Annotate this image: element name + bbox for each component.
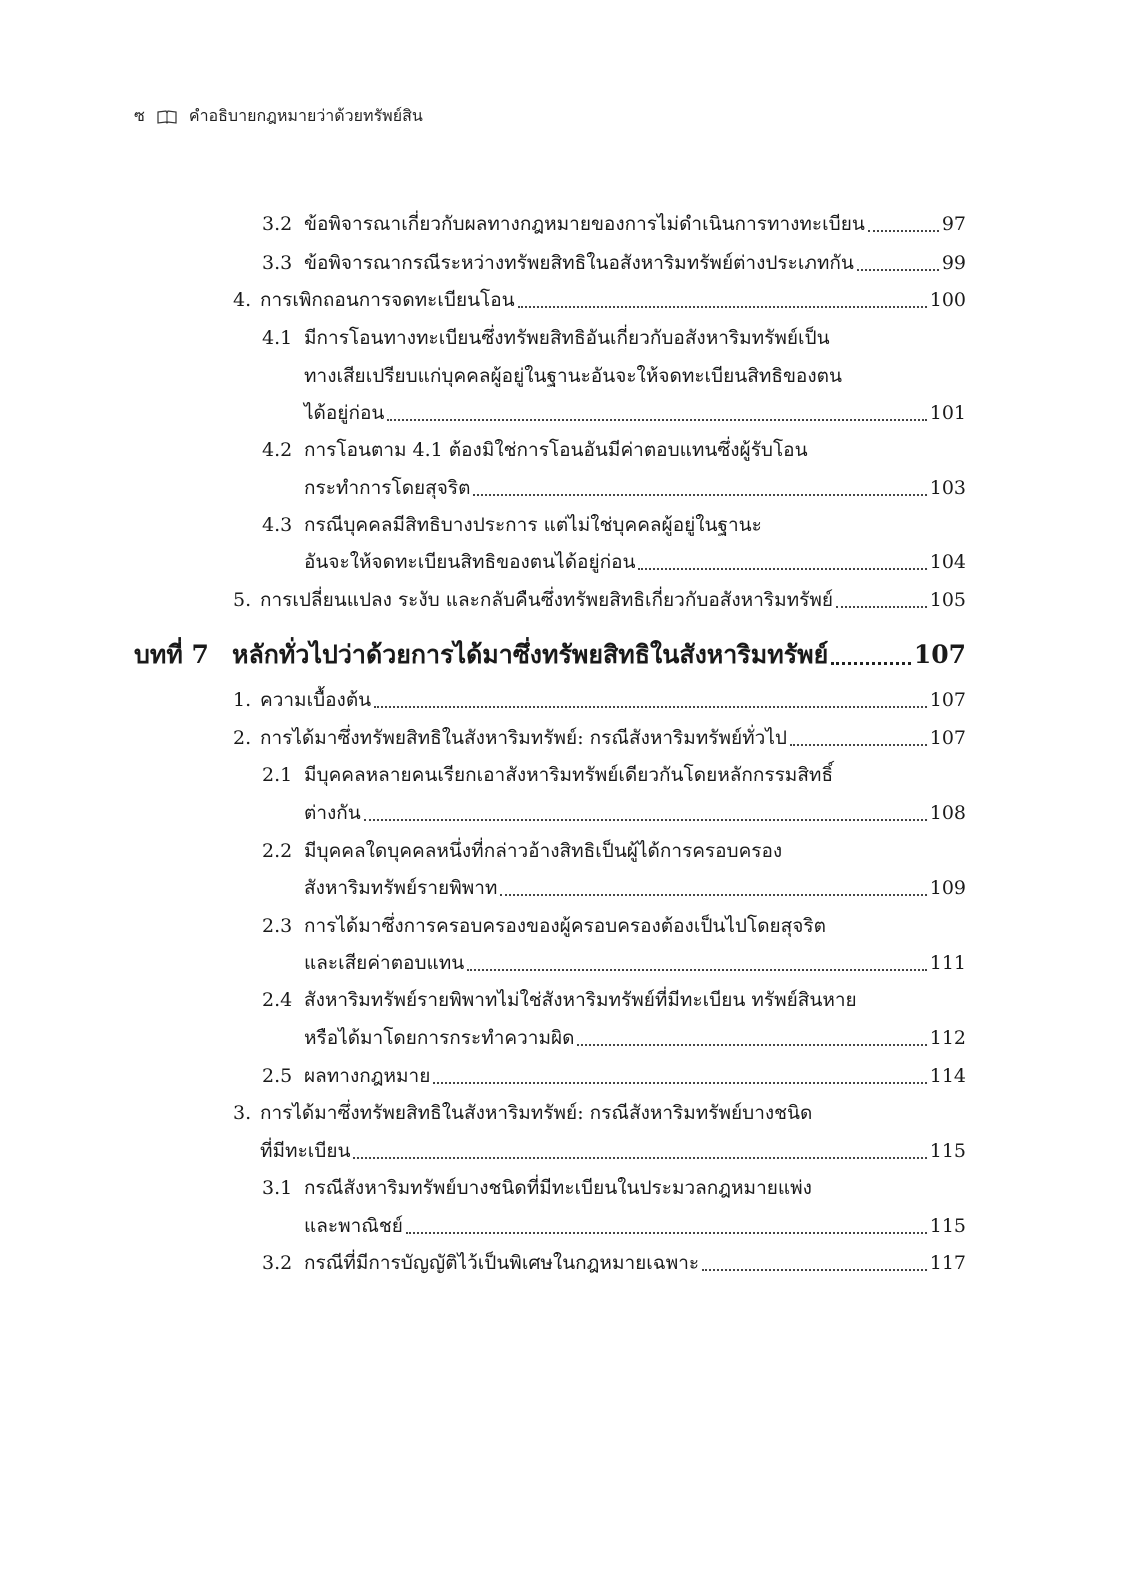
dot-leader	[831, 662, 911, 665]
entry-number: 2.1	[262, 764, 293, 786]
dot-leader	[577, 1044, 926, 1046]
dot-leader	[374, 706, 927, 708]
toc-entry-line	[262, 513, 966, 537]
entry-title-line: มีบุคคลหลายคนเรียกเอาสังหาริมทรัพย์เดียวกันโดยหลักกรรมสิทธิ์	[304, 764, 834, 786]
chapter-label: บทที่ 7	[134, 640, 209, 669]
entry-number: 2.2	[262, 840, 293, 862]
entry-page: 115	[929, 1140, 966, 1162]
entry-page: 103	[929, 477, 966, 499]
entry-page: 115	[929, 1215, 966, 1237]
entry-page: 107	[929, 689, 966, 711]
dot-leader	[500, 894, 926, 896]
entry-page: 114	[929, 1065, 966, 1087]
entry-page: 100	[929, 289, 966, 311]
entry-page: 111	[929, 952, 966, 974]
entry-title: กรณีที่มีการบัญญัติไว้เป็นพิเศษในกฎหมายเฉพาะ	[304, 1252, 700, 1274]
entry-title-line: การได้มาซึ่งการครอบครองของผู้ครอบครองต้องเป็นไปโดยสุจริต	[304, 915, 826, 937]
entry-page: 117	[929, 1252, 966, 1274]
entry-number: 4.	[233, 289, 252, 311]
toc-entry-line	[304, 401, 966, 425]
chapter-page: 107	[913, 640, 966, 669]
dot-leader	[353, 1157, 926, 1159]
entry-number: 1.	[233, 689, 252, 711]
entry-title: การเพิกถอนการจดทะเบียนโอน	[260, 289, 515, 311]
page-number: ซ	[134, 106, 145, 125]
toc-entry-line	[262, 839, 966, 863]
dot-leader	[518, 306, 927, 308]
entry-number: 4.2	[262, 439, 293, 461]
toc-entry-line	[262, 438, 966, 462]
entry-title-line: กระทำการโดยสุจริต	[304, 477, 471, 499]
book-title: คำอธิบายกฎหมายว่าด้วยทรัพย์สิน	[188, 106, 423, 125]
entry-page: 112	[929, 1027, 966, 1049]
entry-page: 108	[929, 802, 966, 824]
entry-number: 3.3	[262, 252, 293, 274]
dot-leader	[387, 419, 926, 421]
entry-title-line: ได้อยู่ก่อน	[304, 402, 385, 424]
toc-entry	[233, 688, 966, 712]
toc-entry-line	[233, 1101, 966, 1125]
entry-title: ความเบื้องต้น	[260, 689, 372, 711]
entry-page: 104	[929, 551, 966, 573]
entry-number: 4.1	[262, 327, 293, 349]
toc-entry	[262, 251, 966, 275]
toc-entry	[233, 726, 966, 750]
toc-entry	[233, 588, 966, 612]
toc-entry-line	[260, 1139, 966, 1163]
entry-page: 105	[929, 589, 966, 611]
toc-entry-line	[304, 364, 966, 388]
entry-title-line: การโอนตาม 4.1 ต้องมิใช่การโอนอันมีค่าตอบแทนซึ่งผู้รับโอน	[304, 439, 808, 461]
toc-entry	[262, 1064, 966, 1088]
dot-leader	[868, 230, 939, 232]
dot-leader	[467, 969, 926, 971]
entry-title: การได้มาซึ่งทรัพยสิทธิในสังหาริมทรัพย์: กรณีสังหาริมทรัพย์ทั่วไป	[260, 727, 787, 749]
toc-entry-line	[262, 326, 966, 350]
dot-leader	[702, 1269, 927, 1271]
toc-entry-line	[304, 801, 966, 825]
entry-number: 3.2	[262, 213, 293, 235]
entry-page: 107	[929, 727, 966, 749]
entry-title: ข้อพิจารณาเกี่ยวกับผลทางกฎหมายของการไม่ดำเนินการทางทะเบียน	[304, 213, 865, 235]
entry-title-line: อันจะให้จดทะเบียนสิทธิของตนได้อยู่ก่อน	[304, 551, 636, 573]
book-icon	[157, 110, 177, 124]
entry-title-line: ที่มีทะเบียน	[260, 1140, 351, 1162]
dot-leader	[406, 1232, 927, 1234]
dot-leader	[364, 819, 927, 821]
entry-title: การเปลี่ยนแปลง ระงับ และกลับคืนซึ่งทรัพยสิทธิเกี่ยวกับอสังหาริมทรัพย์	[260, 589, 833, 611]
entry-title-line: ต่างกัน	[304, 802, 361, 824]
toc-entry-line	[262, 914, 966, 938]
toc-entry-line	[304, 1026, 966, 1050]
entry-title-line: กรณีสังหาริมทรัพย์บางชนิดที่มีทะเบียนในประมวลกฎหมายแพ่ง	[304, 1177, 812, 1199]
entry-number: 4.3	[262, 514, 293, 536]
toc-entry	[262, 212, 966, 236]
entry-title-line: และพาณิชย์	[304, 1215, 403, 1237]
entry-page: 101	[929, 402, 966, 424]
toc-entry	[233, 288, 966, 312]
entry-title: ผลทางกฎหมาย	[304, 1065, 431, 1087]
entry-number: 3.2	[262, 1252, 293, 1274]
entry-title-line: การได้มาซึ่งทรัพยสิทธิในสังหาริมทรัพย์: กรณีสังหาริมทรัพย์บางชนิด	[260, 1102, 813, 1124]
toc-entry	[262, 1251, 966, 1275]
dot-leader	[790, 744, 927, 746]
entry-number: 3.1	[262, 1177, 293, 1199]
toc-entry-line	[262, 988, 966, 1012]
dot-leader	[473, 494, 926, 496]
toc-entry-line	[304, 1214, 966, 1238]
entry-title-line: สังหาริมทรัพย์รายพิพาท	[304, 877, 498, 899]
toc-entry-line	[304, 550, 966, 574]
dot-leader	[433, 1082, 926, 1084]
entry-number: 5.	[233, 589, 252, 611]
toc-entry-line	[262, 1176, 966, 1200]
toc-entry-line	[262, 763, 966, 787]
toc-entry-line	[304, 951, 966, 975]
entry-number: 2.5	[262, 1065, 293, 1087]
entry-title-line: หรือได้มาโดยการกระทำความผิด	[304, 1027, 575, 1049]
dot-leader	[857, 269, 939, 271]
entry-title-line: มีบุคคลใดบุคคลหนึ่งที่กล่าวอ้างสิทธิเป็นผู้ได้การครอบครอง	[304, 840, 783, 862]
running-header	[134, 104, 423, 129]
entry-number: 2.	[233, 727, 252, 749]
dot-leader	[638, 568, 926, 570]
chapter-heading	[134, 640, 966, 670]
entry-page: 109	[929, 877, 966, 899]
entry-title-line: และเสียค่าตอบแทน	[304, 952, 465, 974]
entry-page: 99	[941, 252, 966, 274]
dot-leader	[836, 606, 927, 608]
chapter-title: หลักทั่วไปว่าด้วยการได้มาซึ่งทรัพยสิทธิในสังหาริมทรัพย์	[232, 640, 829, 669]
entry-number: 3.	[233, 1102, 252, 1124]
entry-title-line: มีการโอนทางทะเบียนซึ่งทรัพยสิทธิอันเกี่ยวกับอสังหาริมทรัพย์เป็น	[304, 327, 830, 349]
entry-title-line: สังหาริมทรัพย์รายพิพาทไม่ใช่สังหาริมทรัพย์ที่มีทะเบียน ทรัพย์สินหาย	[304, 989, 857, 1011]
entry-page: 97	[941, 213, 966, 235]
entry-number: 2.4	[262, 989, 293, 1011]
entry-number: 2.3	[262, 915, 293, 937]
entry-title: ข้อพิจารณากรณีระหว่างทรัพยสิทธิในอสังหาริมทรัพย์ต่างประเภทกัน	[304, 252, 854, 274]
entry-title-line: ทางเสียเปรียบแก่บุคคลผู้อยู่ในฐานะอันจะให้จดทะเบียนสิทธิของตน	[304, 365, 842, 387]
toc-entry-line	[304, 876, 966, 900]
toc-entry-line	[304, 476, 966, 500]
entry-title-line: กรณีบุคคลมีสิทธิบางประการ แต่ไม่ใช่บุคคลผู้อยู่ในฐานะ	[304, 514, 762, 536]
